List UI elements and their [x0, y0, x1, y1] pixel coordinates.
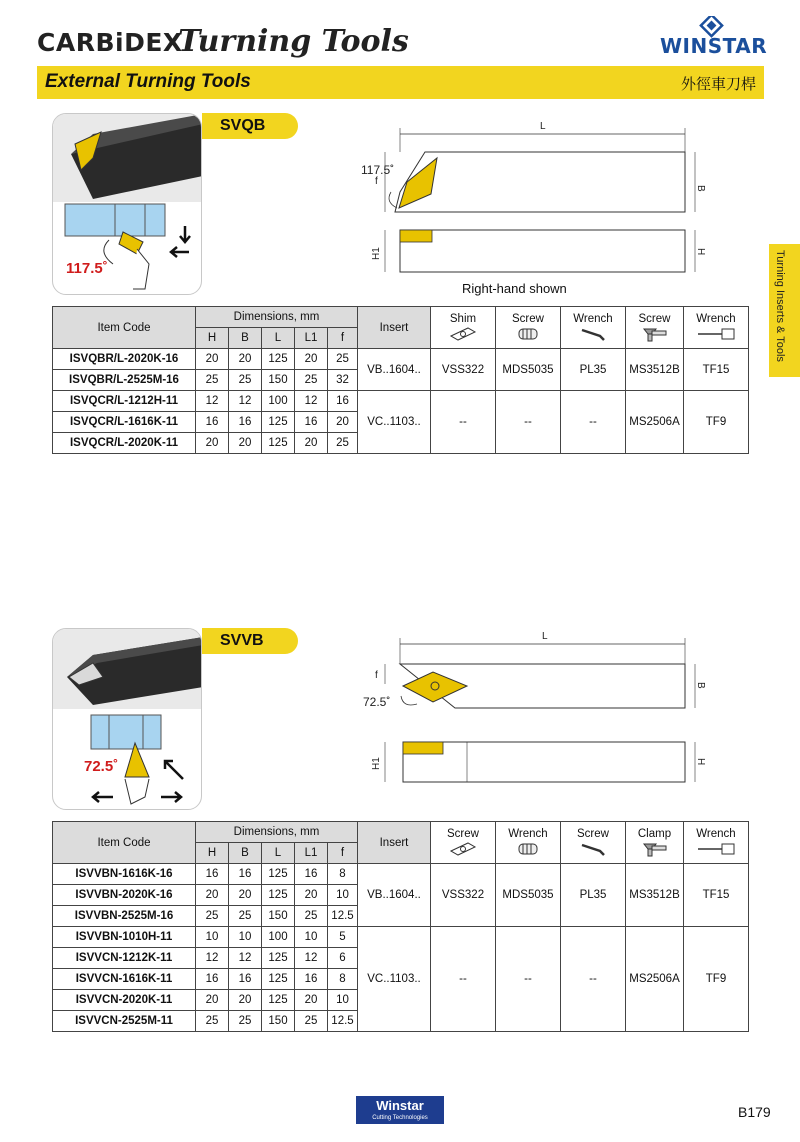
svqb-dim-b: B — [695, 185, 706, 192]
logo-text: WINSTAR — [660, 34, 768, 58]
svvb-angle-label: 72.5˚ — [84, 758, 119, 775]
svqb-header-insert: Insert — [358, 307, 431, 349]
svqb-dim-l1-header: L1 — [295, 328, 328, 349]
page-number: B179 — [738, 1104, 771, 1120]
table-row: ISVVBN-1010H-11 10 10 100 10 5 VC..1103.. -- -- -- MS2506A TF9 — [53, 927, 749, 948]
svvb-header-screw: Screw — [431, 822, 496, 864]
footer-tagline: Cutting Technologies — [372, 1115, 428, 1121]
svqb-dim-angle: 117.5˚ — [361, 163, 395, 177]
svvb-dim-l: L — [542, 631, 548, 642]
svvb-tool-illustration-icon — [53, 629, 202, 810]
svqb-dim-h-header: H — [196, 328, 229, 349]
svqb-angle-label: 117.5˚ — [66, 260, 108, 277]
screw-icon — [513, 326, 543, 342]
svvb-header-dimensions: Dimensions, mm — [196, 822, 358, 843]
svqb-header-item-code: Item Code — [53, 307, 196, 349]
svvb-dim-f: f — [375, 670, 378, 681]
svqb-header-wrench: Wrench — [561, 307, 626, 349]
svvb-label-tab: SVVB — [202, 628, 298, 654]
section-band — [37, 66, 764, 99]
svvb-dim-l1-header: L1 — [295, 843, 328, 864]
table-row: ISVQCR/L-1616K-11 16 16 125 16 20 — [53, 412, 749, 433]
svvb-header-wrench: Wrench — [496, 822, 561, 864]
shim-icon — [448, 326, 478, 342]
svqb-dim-b-header: B — [229, 328, 262, 349]
svqb-drawing — [355, 112, 715, 287]
svqb-dim-l-header: L — [262, 328, 295, 349]
winstar-logo — [660, 16, 768, 60]
torx-wrench-icon — [696, 326, 736, 342]
footer-logo — [356, 1096, 444, 1124]
svqb-spec-table — [52, 306, 749, 454]
svvb-dim-b-header: B — [229, 843, 262, 864]
svvb-dim-h: H — [695, 758, 706, 766]
page-title: Turning Tools — [178, 24, 409, 59]
svvb-header-item-code: Item Code — [53, 822, 196, 864]
l-wrench-icon — [578, 841, 608, 857]
clamp-screw-icon — [640, 841, 670, 857]
svqb-header-dimensions: Dimensions, mm — [196, 307, 358, 328]
svqb-header-wrench2: Wrench — [684, 307, 749, 349]
table-row: ISVVBN-1616K-16 16 16 125 16 8 VB..1604.. VSS322 MDS5035 PL35 MS3512B TF15 — [53, 864, 749, 885]
torx-wrench-icon — [696, 841, 736, 857]
section-title-cn: 外徑車刀桿 — [680, 75, 756, 93]
svvb-dim-l-header: L — [262, 843, 295, 864]
side-tab-label: Turning Inserts & Tools — [774, 250, 786, 362]
svvb-dim-h-header: H — [196, 843, 229, 864]
section-title: External Turning Tools — [45, 71, 251, 92]
svvb-header-clamp: Clamp — [626, 822, 684, 864]
svvb-spec-table — [52, 821, 749, 1032]
svqb-note: Right-hand shown — [462, 281, 567, 296]
footer-brand: Winstar — [376, 1098, 424, 1113]
svqb-label-tab: SVQB — [202, 113, 298, 139]
svqb-dim-h: H — [695, 248, 706, 256]
clamp-screw-icon — [640, 326, 670, 342]
svvb-header-wrench2: Wrench — [684, 822, 749, 864]
table-row: ISVQBR/L-2020K-16 20 20 125 20 25 VB..1604.. VSS322 MDS5035 PL35 MS3512B TF15 — [53, 349, 749, 370]
side-tab[interactable] — [769, 244, 800, 377]
table-row: ISVQBR/L-2525M-16 25 25 150 25 32 — [53, 370, 749, 391]
svqb-dim-h1: H1 — [371, 247, 382, 260]
svqb-dim-f: f — [375, 176, 378, 187]
svqb-dim-f-header: f — [328, 328, 358, 349]
table-row: ISVQCR/L-2020K-11 20 20 125 20 25 — [53, 433, 749, 454]
svqb-dim-l: L — [540, 121, 546, 132]
table-row: ISVVCN-1616K-11 16 16 125 16 8 — [53, 969, 749, 990]
svvb-drawing — [355, 626, 715, 786]
table-row: ISVVCN-1212K-11 12 12 125 12 6 — [53, 948, 749, 969]
table-row: ISVQCR/L-1212H-11 12 12 100 12 16 VC..1103.. -- -- -- MS2506A TF9 — [53, 391, 749, 412]
table-row: ISVVBN-2525M-16 25 25 150 25 12.5 — [53, 906, 749, 927]
brand-name: CARBiDEX — [37, 28, 183, 57]
svvb-product-photo — [52, 628, 202, 810]
svvb-dim-angle: 72.5˚ — [363, 695, 391, 709]
l-wrench-icon — [578, 326, 608, 342]
svvb-header-screw2: Screw — [561, 822, 626, 864]
table-row: ISVVCN-2525M-11 25 25 150 25 12.5 — [53, 1011, 749, 1032]
table-row: ISVVBN-2020K-16 20 20 125 20 10 — [53, 885, 749, 906]
svqb-header-screw2: Screw — [626, 307, 684, 349]
svvb-dim-b: B — [695, 682, 706, 689]
svqb-header-shim: Shim — [431, 307, 496, 349]
svvb-dim-f-header: f — [328, 843, 358, 864]
shim-icon — [448, 841, 478, 857]
svvb-header-insert: Insert — [358, 822, 431, 864]
table-row: ISVVCN-2020K-11 20 20 125 20 10 — [53, 990, 749, 1011]
screw-icon — [513, 841, 543, 857]
svqb-header-screw: Screw — [496, 307, 561, 349]
svvb-dim-h1: H1 — [371, 757, 382, 770]
